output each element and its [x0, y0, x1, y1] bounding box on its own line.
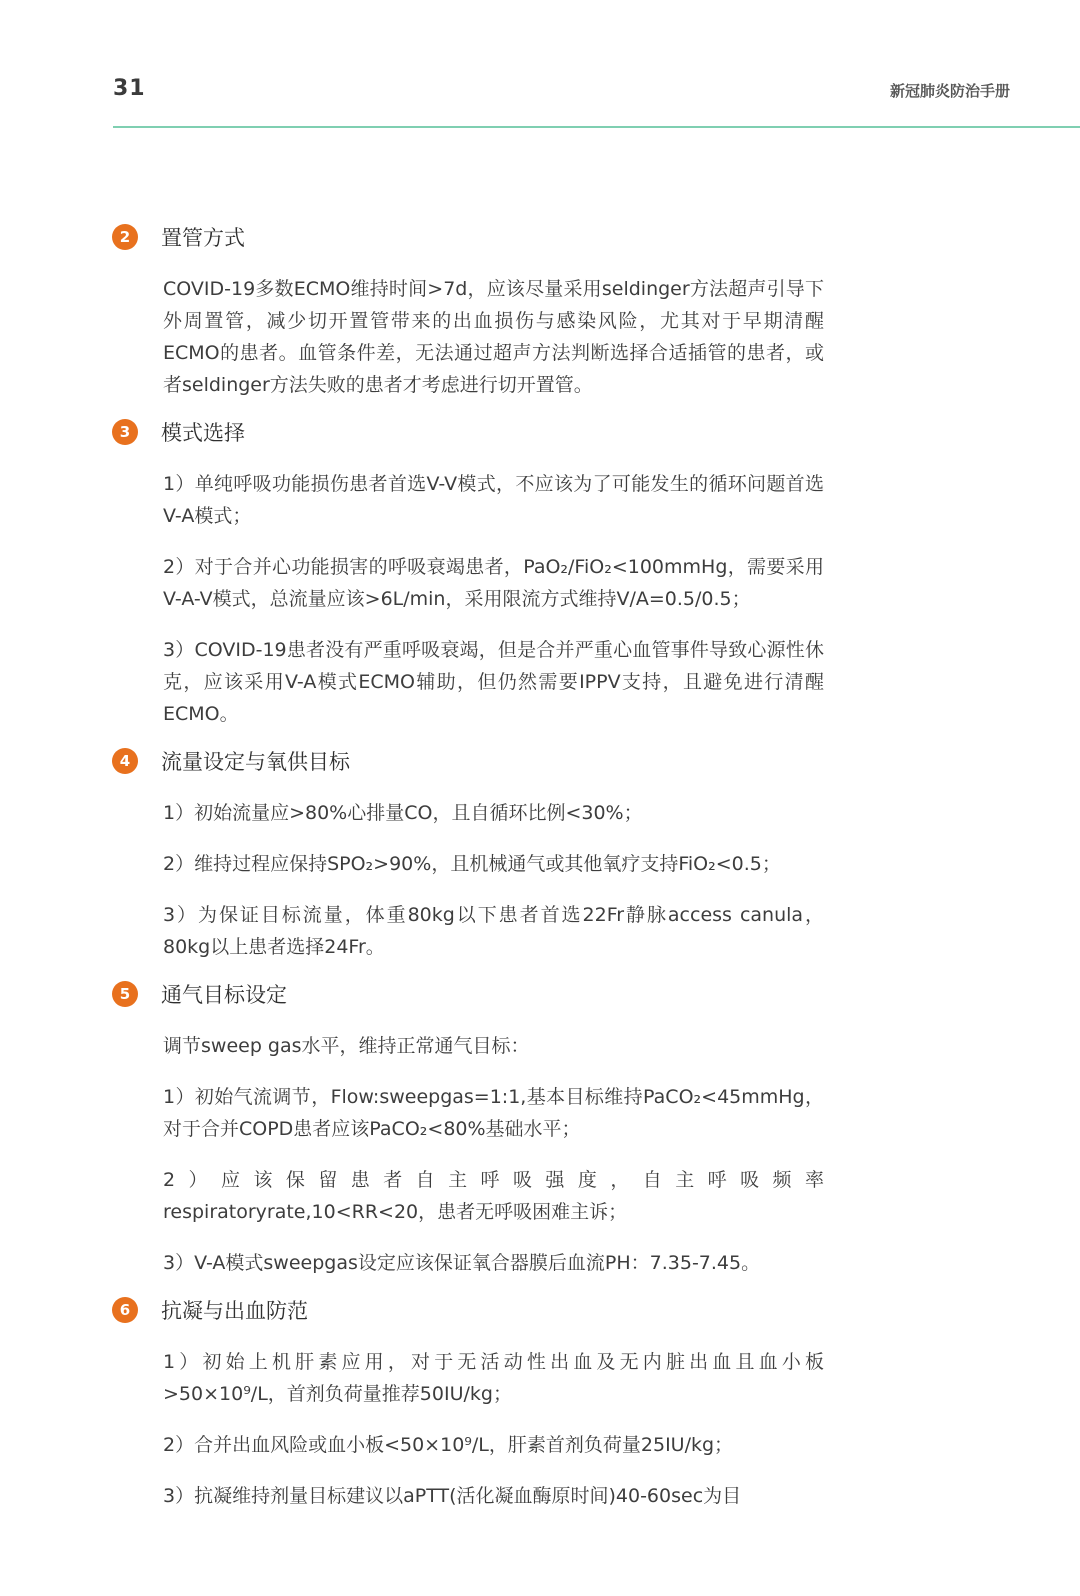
section-title: 流量设定与氧供目标 [161, 750, 350, 774]
paragraph: 3）为保证目标流量，体重80kg以下患者首选22Fr静脉access canula，80kg以上患者选择24Fr。 [163, 904, 824, 958]
section-heading [112, 1293, 824, 1327]
section-heading [112, 415, 824, 449]
section-title: 抗凝与出血防范 [161, 1299, 308, 1323]
section-mode-selection [112, 415, 824, 730]
section-number-badge: 4 [112, 748, 138, 774]
section-heading [112, 977, 824, 1011]
section-number-badge: 3 [112, 419, 138, 445]
paragraph: 2）应该保留患者自主呼吸强度，自主呼吸频率respiratoryrate,10<RR<20，患者无呼吸困难主诉； [163, 1169, 824, 1223]
running-title: 新冠肺炎防治手册 [889, 82, 1010, 100]
paragraph: 调节sweep gas水平，维持正常通气目标： [163, 1035, 530, 1057]
paragraph: COVID-19多数ECMO维持时间>7d，应该尽量采用seldinger方法超声引导下外周置管，减少切开置管带来的出血损伤与感染风险，尤其对于早期清醒ECMO的患者。血管条件差，无法通过超声方法判断选择合适插管的患者，或者seldinger方法失败的患者才考虑进行切开置管。 [163, 278, 824, 396]
paragraph: 2）对于合并心功能损害的呼吸衰竭患者，PaO₂/FiO₂<100mmHg，需要采用V-A-V模式，总流量应该>6L/min，采用限流方式维持V/A=0.5/0.5； [163, 556, 824, 610]
section-number-badge: 6 [112, 1297, 138, 1323]
section-title: 模式选择 [161, 421, 245, 445]
section-title: 通气目标设定 [161, 983, 287, 1007]
paragraph: 2）合并出血风险或血小板<50×10⁹/L，肝素首剂负荷量25IU/kg； [163, 1434, 734, 1456]
paragraph: 1）初始气流调节，Flow:sweepgas=1:1,基本目标维持PaCO₂<45mmHg，对于合并COPD患者应该PaCO₂<80%基础水平； [163, 1086, 824, 1140]
paragraph: 3）V-A模式sweepgas设定应该保证氧合器膜后血流PH：7.35-7.45。 [163, 1252, 761, 1274]
section-catheterization [112, 220, 824, 401]
page-number: 31 [113, 76, 146, 101]
section-flow-oxygen-targets [112, 744, 824, 963]
paragraph: 3）COVID-19患者没有严重呼吸衰竭，但是合并严重心血管事件导致心源性休克，应该采用V-A模式ECMO辅助，但仍然需要IPPV支持，且避免进行清醒ECMO。 [163, 639, 824, 725]
section-number-badge: 2 [112, 224, 138, 250]
paragraph: 1）初始上机肝素应用，对于无活动性出血及无内脏出血且血小板>50×10⁹/L，首剂负荷量推荐50IU/kg； [163, 1351, 824, 1405]
paragraph: 2）维持过程应保持SPO₂>90%，且机械通气或其他氧疗支持FiO₂<0.5； [163, 853, 781, 875]
paragraph: 3）抗凝维持剂量目标建议以aPTT(活化凝血酶原时间)40-60sec为目 [163, 1485, 742, 1507]
section-anticoagulation [112, 1293, 824, 1512]
paragraph: 1）初始流量应>80%心排量CO，且自循环比例<30%； [163, 802, 643, 824]
section-ventilation-targets [112, 977, 824, 1279]
header-divider [113, 126, 1080, 128]
section-heading [112, 220, 824, 254]
section-heading [112, 744, 824, 778]
section-number-badge: 5 [112, 981, 138, 1007]
section-title: 置管方式 [161, 226, 245, 250]
page-content [112, 220, 824, 1526]
paragraph: 1）单纯呼吸功能损伤患者首选V-V模式，不应该为了可能发生的循环问题首选V-A模式； [163, 473, 824, 527]
